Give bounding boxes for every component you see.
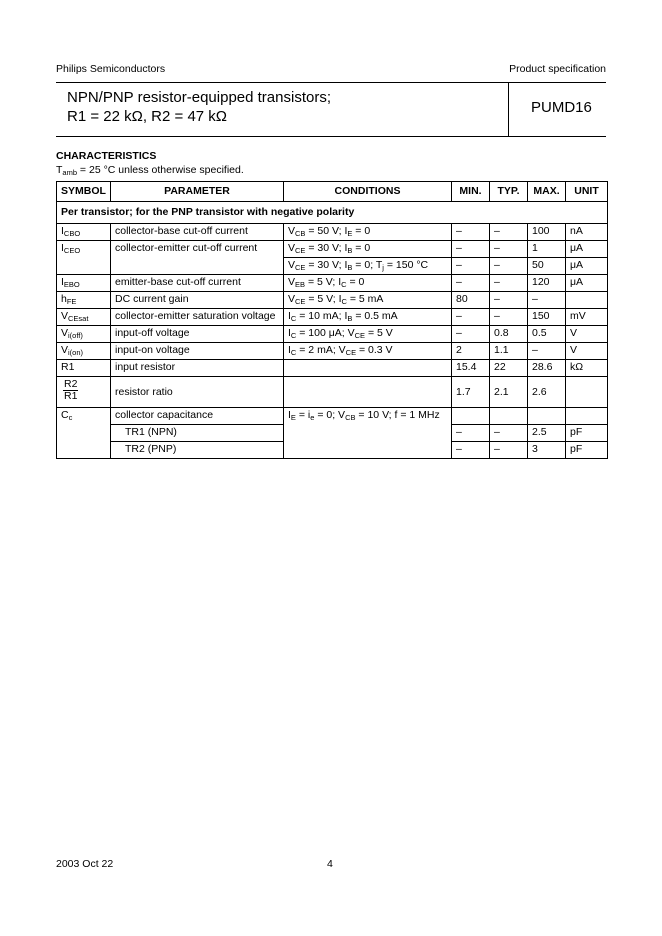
parameter-cell: emitter-base cut-off current (111, 275, 284, 292)
symbol-cell: $V_{i(off)}$ (57, 326, 111, 343)
max-cell: 100 (528, 224, 566, 241)
document-title-line1: NPN/PNP resistor-equipped transistors; (67, 89, 331, 106)
min-cell: – (452, 224, 490, 241)
conditions-cell (284, 360, 452, 377)
min-cell: – (452, 275, 490, 292)
conditions-cell: $V_{CE} = 30$ V; $I_B = 0$ (284, 241, 452, 258)
table-row (57, 360, 608, 377)
max-cell: 2.6 (528, 377, 566, 408)
typ-cell: 2.1 (490, 377, 528, 408)
max-cell (528, 408, 566, 425)
page-number: 4 (327, 858, 333, 870)
group-row (57, 202, 608, 224)
symbol-cell: $I_{EBO}$ (57, 275, 111, 292)
unit-cell: kΩ (566, 360, 608, 377)
parameter-cell: resistor ratio (111, 377, 284, 408)
col-max: MAX. (528, 182, 566, 202)
typ-cell: – (490, 224, 528, 241)
min-cell: – (452, 442, 490, 459)
symbol-cell: $I_{CEO}$ (57, 241, 111, 275)
max-cell: 120 (528, 275, 566, 292)
typ-cell: 0.8 (490, 326, 528, 343)
typ-cell: – (490, 241, 528, 258)
symbol-cell: $V_{CEsat}$ (57, 309, 111, 326)
company-name: Philips Semiconductors (56, 63, 166, 75)
parameter-cell: collector capacitance (111, 408, 284, 425)
unit-cell (566, 292, 608, 309)
min-cell: 2 (452, 343, 490, 360)
min-cell: – (452, 309, 490, 326)
min-cell: 1.7 (452, 377, 490, 408)
conditions-cell: $V_{CB} = 50$ V; $I_E = 0$ (284, 224, 452, 241)
document-title-line2: R1 = 22 kΩ, R2 = 47 kΩ (67, 108, 228, 125)
header-rule-top (56, 82, 606, 83)
parameter-cell: collector-emitter saturation voltage (111, 309, 284, 326)
max-cell: 2.5 (528, 425, 566, 442)
symbol-cell: R1 (57, 360, 111, 377)
conditions-cell: $V_{CE} = 5$ V; $I_C = 5$ mA (284, 292, 452, 309)
max-cell: 1 (528, 241, 566, 258)
parameter-cell: input-on voltage (111, 343, 284, 360)
col-unit: UNIT (566, 182, 608, 202)
parameter-cell: input-off voltage (111, 326, 284, 343)
unit-cell: pF (566, 442, 608, 459)
unit-cell: pF (566, 425, 608, 442)
section-title: CHARACTERISTICS (56, 150, 157, 162)
max-cell: 0.5 (528, 326, 566, 343)
document-type: Product specification (509, 63, 606, 75)
group-label: Per transistor; for the PNP transistor with negative polarity (57, 202, 608, 224)
max-cell: 150 (528, 309, 566, 326)
conditions-cell: $V_{CE} = 30$ V; $I_B = 0$; $T_j = 150$ °C (284, 258, 452, 275)
ratio-fraction: $\frac{R2}{R1}$ (64, 378, 78, 402)
parameter-cell: DC current gain (111, 292, 284, 309)
unit-cell: mV (566, 309, 608, 326)
min-cell (452, 408, 490, 425)
parameter-cell: TR1 (NPN) (111, 425, 284, 442)
col-min: MIN. (452, 182, 490, 202)
conditions-cell (284, 377, 452, 408)
col-parameter: PARAMETER (111, 182, 284, 202)
unit-cell: μA (566, 241, 608, 258)
unit-cell: V (566, 326, 608, 343)
typ-cell: – (490, 442, 528, 459)
typ-cell: 22 (490, 360, 528, 377)
symbol-cell: $V_{i(on)}$ (57, 343, 111, 360)
min-cell: 80 (452, 292, 490, 309)
conditions-cell: $I_E = i_e = 0$; $V_{CB} = 10$ V; f = 1 MHz (284, 408, 452, 459)
symbol-cell: $C_c$ (57, 408, 111, 459)
symbol-cell (57, 377, 111, 408)
table-row (57, 292, 608, 309)
unit-cell: V (566, 343, 608, 360)
table-row (57, 309, 608, 326)
col-symbol: SYMBOL (57, 182, 111, 202)
parameter-cell: collector-emitter cut-off current (111, 241, 284, 275)
conditions-cell: $V_{EB} = 5$ V; $I_C = 0$ (284, 275, 452, 292)
max-cell: – (528, 292, 566, 309)
conditions-cell: $I_C = 100$ μA; $V_{CE} = 5$ V (284, 326, 452, 343)
conditions-cell: $I_C = 10$ mA; $I_B = 0.5$ mA (284, 309, 452, 326)
header-rule-bottom (56, 136, 606, 137)
unit-cell: μA (566, 275, 608, 292)
col-conditions: CONDITIONS (284, 182, 452, 202)
table-row (57, 343, 608, 360)
footer-date: 2003 Oct 22 (56, 858, 114, 870)
unit-cell (566, 377, 608, 408)
unit-cell: μA (566, 258, 608, 275)
min-cell: – (452, 241, 490, 258)
min-cell: 15.4 (452, 360, 490, 377)
table-row (57, 224, 608, 241)
max-cell: 28.6 (528, 360, 566, 377)
col-typ: TYP. (490, 182, 528, 202)
typ-cell: – (490, 309, 528, 326)
typ-cell: – (490, 292, 528, 309)
header-divider (508, 82, 509, 136)
table-row (57, 275, 608, 292)
table-row (57, 408, 608, 425)
unit-cell: nA (566, 224, 608, 241)
table-row (57, 326, 608, 343)
parameter-cell: collector-base cut-off current (111, 224, 284, 241)
typ-cell: – (490, 275, 528, 292)
typ-cell: – (490, 425, 528, 442)
conditions-cell: $I_C = 2$ mA; $V_{CE} = 0.3$ V (284, 343, 452, 360)
section-note: $T_{amb} = 25$ °C unless otherwise specified. (56, 164, 244, 177)
characteristics-table (56, 181, 608, 459)
symbol-cell: $I_{CBO}$ (57, 224, 111, 241)
unit-cell (566, 408, 608, 425)
min-cell: – (452, 258, 490, 275)
symbol-cell: $h_{FE}$ (57, 292, 111, 309)
min-cell: – (452, 425, 490, 442)
table-row (57, 377, 608, 408)
max-cell: – (528, 343, 566, 360)
part-number: PUMD16 (531, 99, 592, 116)
parameter-cell: TR2 (PNP) (111, 442, 284, 459)
max-cell: 3 (528, 442, 566, 459)
parameter-cell: input resistor (111, 360, 284, 377)
max-cell: 50 (528, 258, 566, 275)
table-row (57, 241, 608, 258)
typ-cell (490, 408, 528, 425)
typ-cell: 1.1 (490, 343, 528, 360)
min-cell: – (452, 326, 490, 343)
table-header-row (57, 182, 608, 202)
typ-cell: – (490, 258, 528, 275)
